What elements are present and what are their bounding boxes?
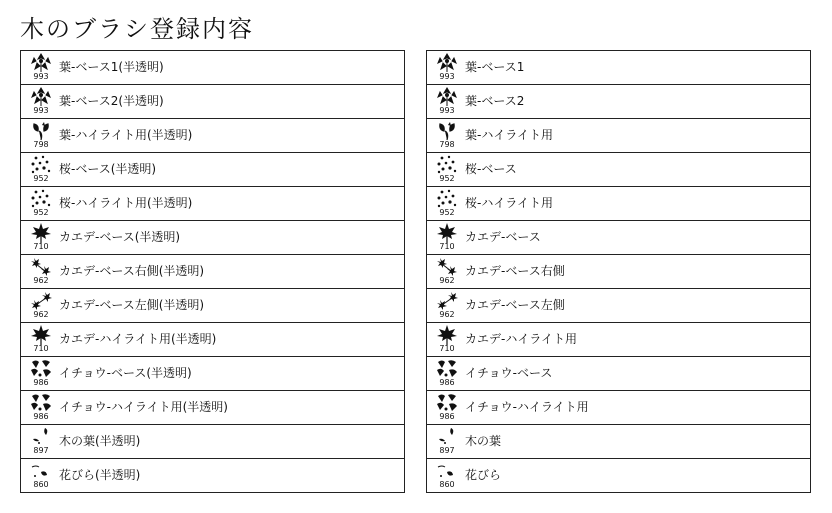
brush-name: カエデ-ハイライト用(半透明) xyxy=(59,332,217,346)
brush-name: 木の葉(半透明) xyxy=(59,434,141,448)
leaf-cluster-icon xyxy=(436,87,458,107)
brush-row xyxy=(427,153,810,187)
brush-name: イチョウ-ハイライト用(半透明) xyxy=(59,400,228,414)
brush-name: 木の葉 xyxy=(465,434,502,448)
brush-name: イチョウ-ベース(半透明) xyxy=(59,366,192,380)
brush-row xyxy=(427,221,810,255)
brush-row xyxy=(21,391,404,425)
brush-name: 葉-ベース1(半透明) xyxy=(59,60,164,74)
brush-size: 962 xyxy=(33,310,49,319)
brush-size: 962 xyxy=(33,276,49,285)
leaf-cluster-icon xyxy=(30,53,52,73)
brush-name: カエデ-ベース右側 xyxy=(465,264,565,278)
brush-size: 952 xyxy=(33,208,49,217)
brush-row xyxy=(427,119,810,153)
brush-size: 986 xyxy=(33,378,49,387)
brush-name: 葉-ベース2(半透明) xyxy=(59,94,164,108)
maple-leaf-icon xyxy=(436,223,458,243)
brush-name: カエデ-ベース(半透明) xyxy=(59,230,181,244)
brush-name: 桜-ハイライト用(半透明) xyxy=(59,196,193,210)
brush-row xyxy=(427,289,810,323)
brush-size: 986 xyxy=(439,412,455,421)
brush-row xyxy=(21,425,404,459)
brush-row xyxy=(21,221,404,255)
brush-size: 860 xyxy=(439,480,455,489)
brush-name: 葉-ハイライト用 xyxy=(465,128,553,142)
brush-row xyxy=(21,85,404,119)
brush-size: 962 xyxy=(439,310,455,319)
brush-name: カエデ-ベース xyxy=(465,230,541,244)
maple-branch-left-icon xyxy=(436,291,458,311)
brush-size: 710 xyxy=(33,242,49,251)
brush-row xyxy=(427,323,810,357)
brush-name: カエデ-ハイライト用 xyxy=(465,332,577,346)
maple-branch-left-icon xyxy=(30,291,52,311)
brush-name: カエデ-ベース左側 xyxy=(465,298,565,312)
brush-row xyxy=(427,391,810,425)
brush-size: 710 xyxy=(439,242,455,251)
brush-name: カエデ-ベース右側(半透明) xyxy=(59,264,205,278)
leaf-highlight-icon xyxy=(30,121,52,141)
brush-row xyxy=(427,459,810,493)
cherry-petals-icon xyxy=(30,155,52,175)
brush-size: 710 xyxy=(33,344,49,353)
maple-branch-right-icon xyxy=(436,257,458,277)
ginkgo-leaves-icon xyxy=(436,393,458,413)
brush-size: 952 xyxy=(439,208,455,217)
leaf-cluster-icon xyxy=(436,53,458,73)
scattered-leaf-icon xyxy=(30,427,52,447)
brush-size: 897 xyxy=(439,446,455,455)
brush-size: 798 xyxy=(439,140,455,149)
brush-name: カエデ-ベース左側(半透明) xyxy=(59,298,205,312)
ginkgo-leaves-icon xyxy=(30,393,52,413)
brush-name: 葉-ハイライト用(半透明) xyxy=(59,128,193,142)
ginkgo-leaves-icon xyxy=(436,359,458,379)
brush-name: 桜-ベース(半透明) xyxy=(59,162,157,176)
brush-list-opaque xyxy=(426,50,811,493)
brush-name: 桜-ベース xyxy=(465,162,517,176)
brush-size: 897 xyxy=(33,446,49,455)
scattered-leaf-icon xyxy=(436,427,458,447)
brush-row xyxy=(427,255,810,289)
cherry-petals-icon xyxy=(436,155,458,175)
brush-size: 952 xyxy=(439,174,455,183)
brush-size: 860 xyxy=(33,480,49,489)
leaf-cluster-icon xyxy=(30,87,52,107)
brush-row xyxy=(21,255,404,289)
brush-name: 葉-ベース2 xyxy=(465,94,525,108)
brush-row xyxy=(427,51,810,85)
brush-list-translucent xyxy=(20,50,405,493)
brush-name: 花びら xyxy=(465,468,502,482)
brush-size: 710 xyxy=(439,344,455,353)
brush-size: 962 xyxy=(439,276,455,285)
brush-name: イチョウ-ハイライト用 xyxy=(465,400,589,414)
maple-leaf-icon xyxy=(436,325,458,345)
leaf-highlight-icon xyxy=(436,121,458,141)
ginkgo-leaves-icon xyxy=(30,359,52,379)
brush-name: 葉-ベース1 xyxy=(465,60,525,74)
brush-row xyxy=(21,119,404,153)
brush-size: 952 xyxy=(33,174,49,183)
cherry-petals-icon xyxy=(30,189,52,209)
page-title: 木のブラシ登録内容 xyxy=(20,15,254,43)
petal-icon xyxy=(30,461,52,481)
maple-leaf-icon xyxy=(30,223,52,243)
brush-size: 986 xyxy=(33,412,49,421)
brush-name: イチョウ-ベース xyxy=(465,366,553,380)
brush-row xyxy=(21,357,404,391)
petal-icon xyxy=(436,461,458,481)
brush-row xyxy=(21,459,404,493)
cherry-petals-icon xyxy=(436,189,458,209)
brush-row xyxy=(21,153,404,187)
brush-row xyxy=(427,85,810,119)
brush-row xyxy=(21,187,404,221)
brush-row xyxy=(427,187,810,221)
brush-size: 798 xyxy=(33,140,49,149)
brush-row xyxy=(21,51,404,85)
brush-name: 花びら(半透明) xyxy=(59,468,141,482)
brush-size: 993 xyxy=(439,106,455,115)
brush-size: 986 xyxy=(439,378,455,387)
brush-row xyxy=(21,289,404,323)
brush-row xyxy=(21,323,404,357)
brush-size: 993 xyxy=(33,106,49,115)
maple-branch-right-icon xyxy=(30,257,52,277)
brush-name: 桜-ハイライト用 xyxy=(465,196,553,210)
brush-size: 993 xyxy=(33,72,49,81)
brush-row xyxy=(427,425,810,459)
brush-row xyxy=(427,357,810,391)
brush-size: 993 xyxy=(439,72,455,81)
maple-leaf-icon xyxy=(30,325,52,345)
